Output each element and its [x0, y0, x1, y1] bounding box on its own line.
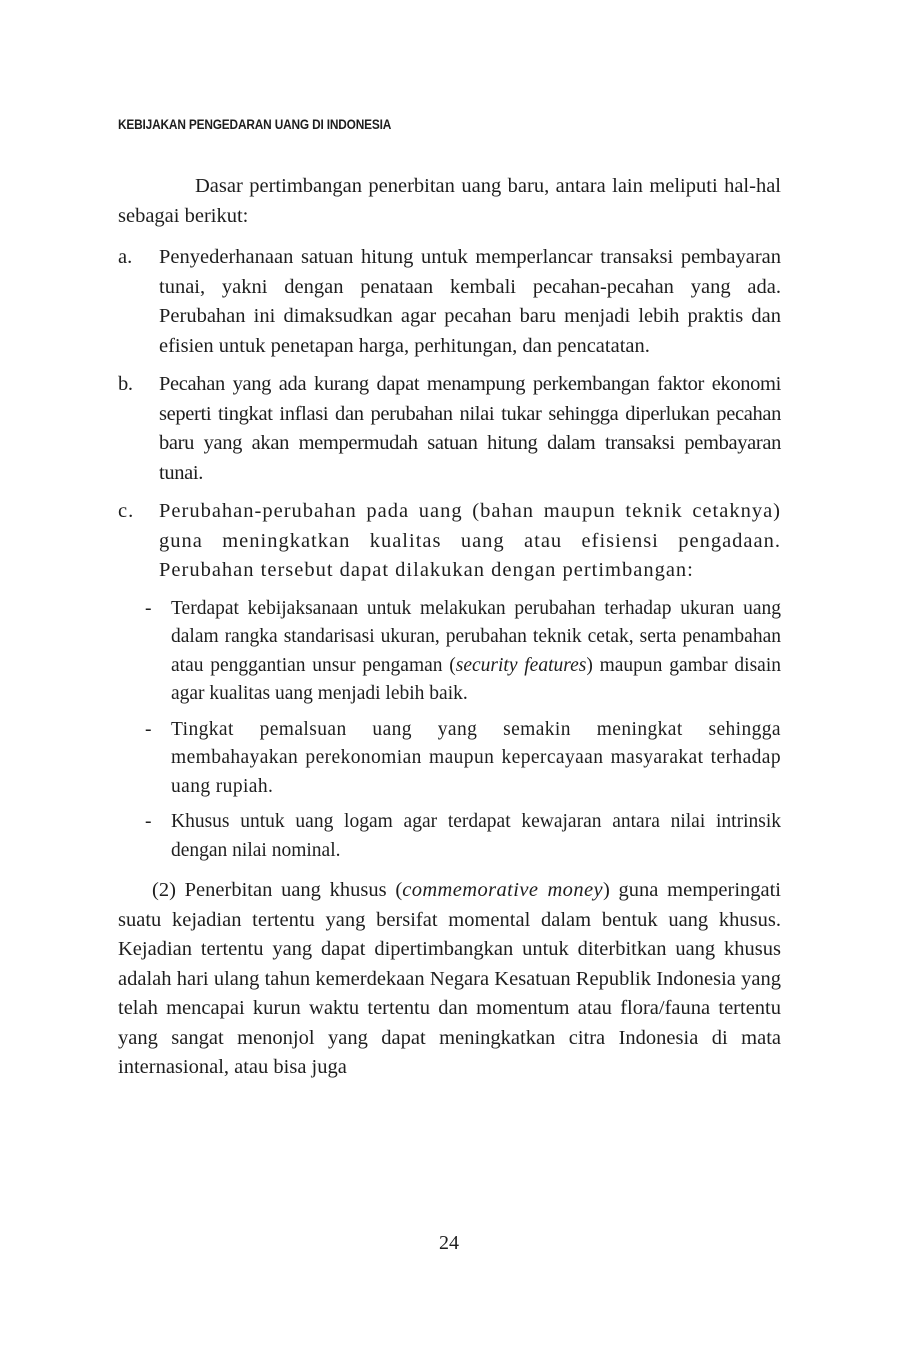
list-label: a.: [118, 246, 133, 268]
emphasis-text: commemorative money: [402, 879, 603, 901]
list-item-text: Penyederhanaan satuan hitung untuk memperlancar transaksi pembayaran tunai, yakni dengan penataan kembali pecahan-pecahan yang ada. Perubahan ini dimaksudkan agar pecahan baru menjadi lebih praktis dan efisien untuk penetapan harga, perhitungan, dan pencatatan.: [159, 246, 781, 357]
intro-paragraph: Dasar pertimbangan penerbitan uang baru, antara lain meliputi hal-hal sebagai berikut:: [118, 175, 781, 227]
sub-item-3: [118, 808, 781, 865]
sub-item-1: [118, 595, 781, 709]
list-item-text: Perubahan-perubahan pada uang (bahan maupun teknik cetaknya) guna meningkatkan kualitas uang atau efisiensi pengadaan. Perubahan tersebut dapat dilakukan dengan pertimbangan:: [159, 500, 781, 581]
running-header: KEBIJAKAN PENGEDARAN UANG DI INDONESIA: [118, 117, 392, 132]
closing-paragraph: (2) Penerbitan uang khusus (commemorative money) guna memperingati suatu kejadian tertentu yang bersifat momental dalam bentuk uang khusus. Kejadian tertentu yang dapat dipertimbangkan untuk diterbitkan uang khusus adalah hari ulang tahun kemerdekaan Negara Kesatuan Republik Indonesia yang telah mencapai kurun waktu tertentu dan momentum atau flora/fauna tertentu yang sangat menonjol yang dapat meningkatkan citra Indonesia di mata internasional, atau bisa juga: [118, 879, 782, 1078]
sub-item-text: Tingkat pemalsuan uang yang semakin meningkat sehingga membahayakan perekonomian maupun kepercayaan masyarakat terhadap uang rupiah.: [171, 718, 781, 797]
list-label: b.: [118, 373, 133, 395]
list-item-text: Pecahan yang ada kurang dapat menampung perkembangan faktor ekonomi seperti tingkat inflasi dan perubahan nilai tukar sehingga diperlukan pecahan baru yang akan mempermudah satuan hitung dalam transaksi pembayaran tunai.: [159, 373, 781, 484]
sub-item-dash: -: [145, 718, 152, 740]
list-label: c.: [118, 500, 135, 522]
page-body: [118, 172, 781, 1083]
emphasis-text: security features: [455, 654, 587, 676]
sub-item-text: Terdapat kebijaksanaan untuk melakukan perubahan terhadap ukuran uang dalam rangka standarisasi ukuran, perubahan teknik cetak, serta penambahan atau penggantian unsur pengaman (security features) maupun gambar disain agar kualitas uang menjadi lebih baik.: [171, 597, 781, 704]
sub-item-2: [118, 716, 781, 802]
sub-item-dash: -: [145, 811, 152, 832]
page-number: 24: [439, 1232, 459, 1254]
list-item-b: [118, 370, 781, 488]
list-item-c: [118, 497, 781, 586]
sub-item-text: Khusus untuk uang logam agar terdapat kewajaran antara nilai intrinsik dengan nilai nominal.: [171, 811, 781, 861]
sub-item-dash: -: [145, 597, 152, 619]
list-item-a: [118, 243, 781, 361]
